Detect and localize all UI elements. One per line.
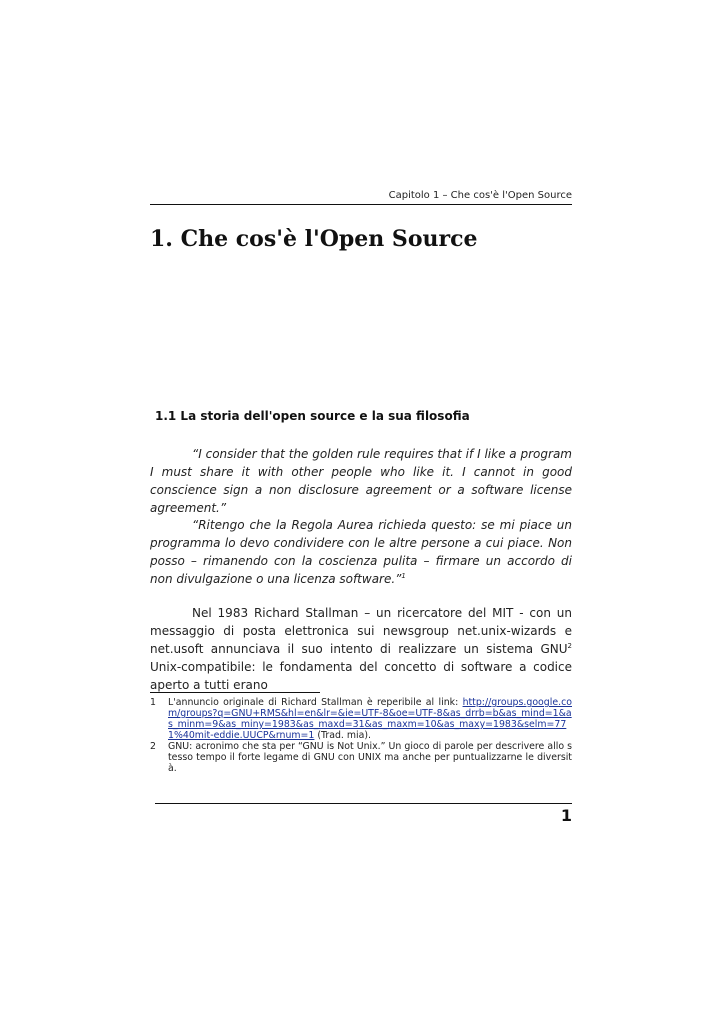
footnote-2 bbox=[150, 741, 572, 774]
running-header: Capitolo 1 – Che cos'è l'Open Source bbox=[388, 190, 572, 201]
footnote-2-text: GNU: acronimo che sta per “GNU is Not Unix.” Un gioco di parole per descrivere allo stesso tempo il forte legame di GNU con UNIX ma anche per puntualizzarne le diversità. bbox=[168, 741, 572, 774]
body-text-start: Nel 1983 Richard Stallman – un ricercatore del MIT - con un messaggio di posta elettronica sui newsgroup net.unix-wizards e net.usoft annunciava il suo intento di realizzare un sistema GNU bbox=[150, 606, 572, 656]
footnote-1-intro: L'annuncio originale di Richard Stallman è reperibile al link: bbox=[168, 697, 463, 708]
page-number: 1 bbox=[560, 806, 572, 825]
chapter-title: 1. Che cos'è l'Open Source bbox=[150, 226, 478, 252]
header-rule bbox=[150, 204, 572, 205]
quote-italian bbox=[150, 516, 572, 588]
footnotes bbox=[150, 697, 572, 774]
footnote-number: 2 bbox=[150, 741, 156, 752]
footer-rule bbox=[155, 803, 572, 804]
footnote-number: 1 bbox=[150, 697, 156, 708]
section-heading: 1.1 La storia dell'open source e la sua filosofia bbox=[155, 409, 470, 423]
quote-italian-text: “Ritengo che la Regola Aurea richieda questo: se mi piace un programma lo devo condividere con le altre persone a cui piace. Non posso – rimanendo con la coscienza pulita – firmare un accordo di non divulgazione o una licenza software.” bbox=[150, 518, 572, 586]
footnote-1-after: (Trad. mia). bbox=[314, 730, 372, 741]
footnote-1 bbox=[150, 697, 572, 741]
quote-english: “I consider that the golden rule requires that if I like a program I must share it with other people who like it. I cannot in good conscience sign a non disclosure agreement or a software license agreement.” bbox=[150, 447, 572, 515]
footnote-text bbox=[168, 697, 572, 741]
footnote-rule bbox=[150, 692, 320, 693]
body-text-end: Unix-compatibile: le fondamenta del concetto di software a codice aperto a tutti erano bbox=[150, 660, 572, 692]
footnote-1-link[interactable]: http://groups.google.com/groups?q=GNU+RMS&hl=en&lr=&ie=UTF-8&oe=UTF-8&as_drrb=b&as_mind=1&as_minm=9&as_miny=1983&as_maxd=31&as_maxm=10&as_maxy=1983&selm=771%40mit-eddie.UUCP&rnum=1 bbox=[168, 697, 572, 741]
footnote-ref-1[interactable]: 1 bbox=[401, 572, 406, 580]
body-paragraph bbox=[150, 604, 572, 694]
footnote-ref-2[interactable]: 2 bbox=[567, 642, 572, 650]
